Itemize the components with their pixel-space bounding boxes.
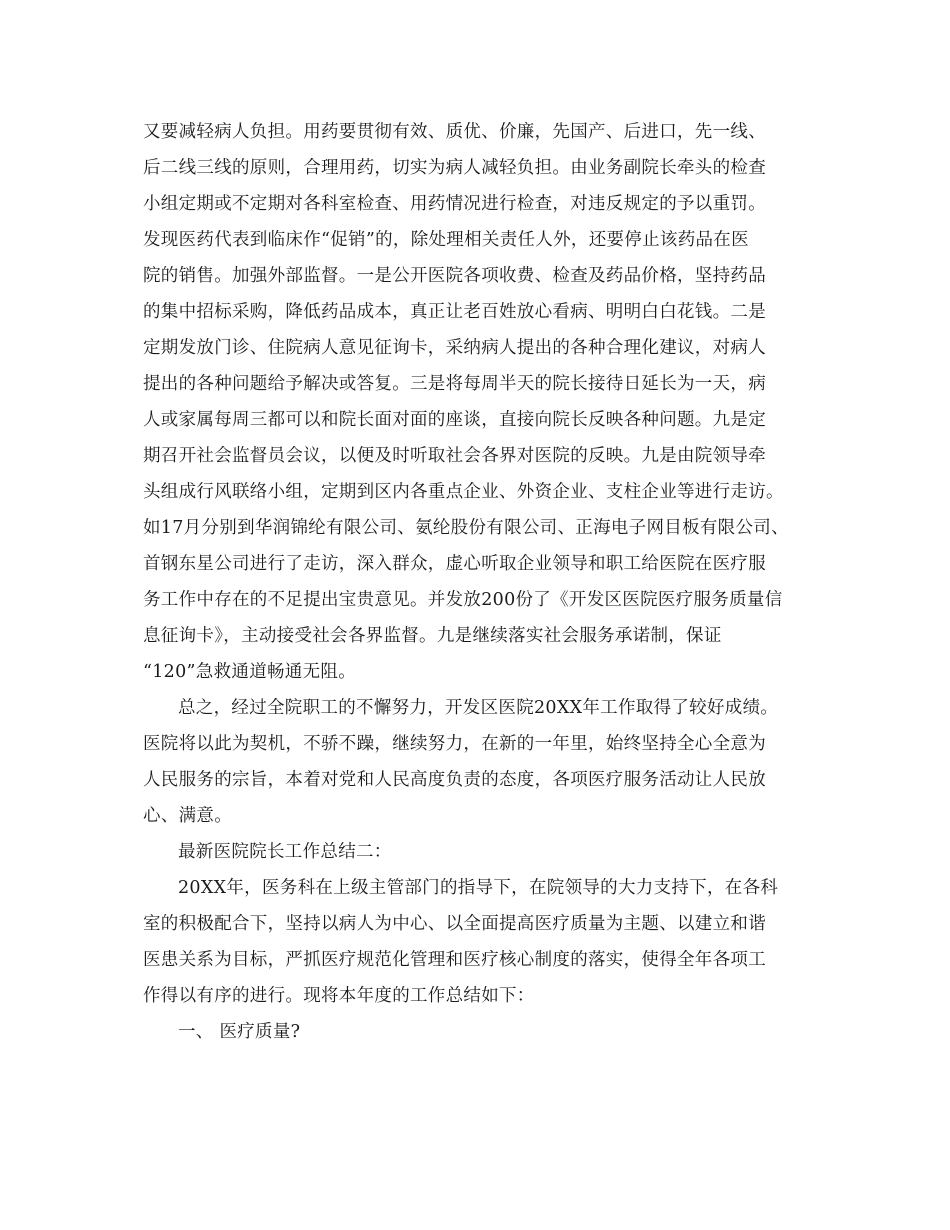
text-line: 医院将以此为契机，不骄不躁，继续努力，在新的一年里，始终坚持全心全意为: [143, 734, 766, 754]
text-line: 发现医药代表到临床作“促销”的，除处理相关责任人外，还要停止该药品在医: [143, 230, 749, 250]
body-text: [143, 114, 823, 1050]
text-line: 院的销售。加强外部监督。一是公开医院各项收费、检查及药品价格，坚持药品: [143, 266, 766, 286]
text-line: 的集中招标采购，降低药品成本，真正让老百姓放心看病、明明白白花钱。二是: [143, 302, 766, 322]
text-line: 心、满意。: [143, 806, 232, 826]
text-line: 提出的各种问题给予解决或答复。三是将每周半天的院长接待日延长为一天，病: [143, 374, 766, 394]
text-line: 作得以有序的进行。现将本年度的工作总结如下：: [143, 986, 535, 1006]
text-line: 人民服务的宗旨，本着对党和人民高度负责的态度，各项医疗服务活动让人民放: [143, 770, 766, 790]
text-line: 头组成行风联络小组，定期到区内各重点企业、外资企业、支柱企业等进行走访。: [143, 482, 784, 502]
list-heading: 一、 医疗质量?: [178, 1022, 301, 1042]
text-line: 又要减轻病人负担。用药要贯彻有效、质优、价廉，先国产、后进口，先一线、: [143, 122, 766, 142]
text-line: 如17月分别到华润锦纶有限公司、氨纶股份有限公司、正海电子网目板有限公司、: [143, 518, 789, 538]
text-line: 小组定期或不定期对各科室检查、用药情况进行检查，对违反规定的予以重罚。: [143, 194, 766, 214]
section-heading: 最新医院院长工作总结二：: [178, 842, 392, 862]
text-line: 务工作中存在的不足提出宝贵意见。并发放200份了《开发区医院医疗服务质量信: [143, 590, 783, 610]
text-line: 医患关系为目标，严抓医疗规范化管理和医疗核心制度的落实，使得全年各项工: [143, 950, 766, 970]
text-line: 室的积极配合下，坚持以病人为中心、以全面提高医疗质量为主题、以建立和谐: [143, 914, 766, 934]
text-line: “120”急救通道畅通无阻。: [143, 662, 356, 682]
text-line: 定期发放门诊、住院病人意见征询卡，采纳病人提出的各种合理化建议，对病人: [143, 338, 766, 358]
paragraph-start-line: 总之，经过全院职工的不懈努力，开发区医院20XX年工作取得了较好成绩。: [178, 698, 779, 718]
text-line: 期召开社会监督员会议，以便及时听取社会各界对医院的反映。九是由院领导牵: [143, 446, 766, 466]
text-line: 首钢东星公司进行了走访，深入群众，虚心听取企业领导和职工给医院在医疗服: [143, 554, 766, 574]
text-line: 后二线三线的原则，合理用药，切实为病人减轻负担。由业务副院长牵头的检查: [143, 158, 766, 178]
text-line: 人或家属每周三都可以和院长面对面的座谈，直接向院长反映各种问题。九是定: [143, 410, 766, 430]
paragraph-start-line: 20XX年，医务科在上级主管部门的指导下，在院领导的大力支持下，在各科: [178, 878, 779, 898]
text-line: 息征询卡》，主动接受社会各界监督。九是继续落实社会服务承诺制，保证: [143, 626, 722, 646]
